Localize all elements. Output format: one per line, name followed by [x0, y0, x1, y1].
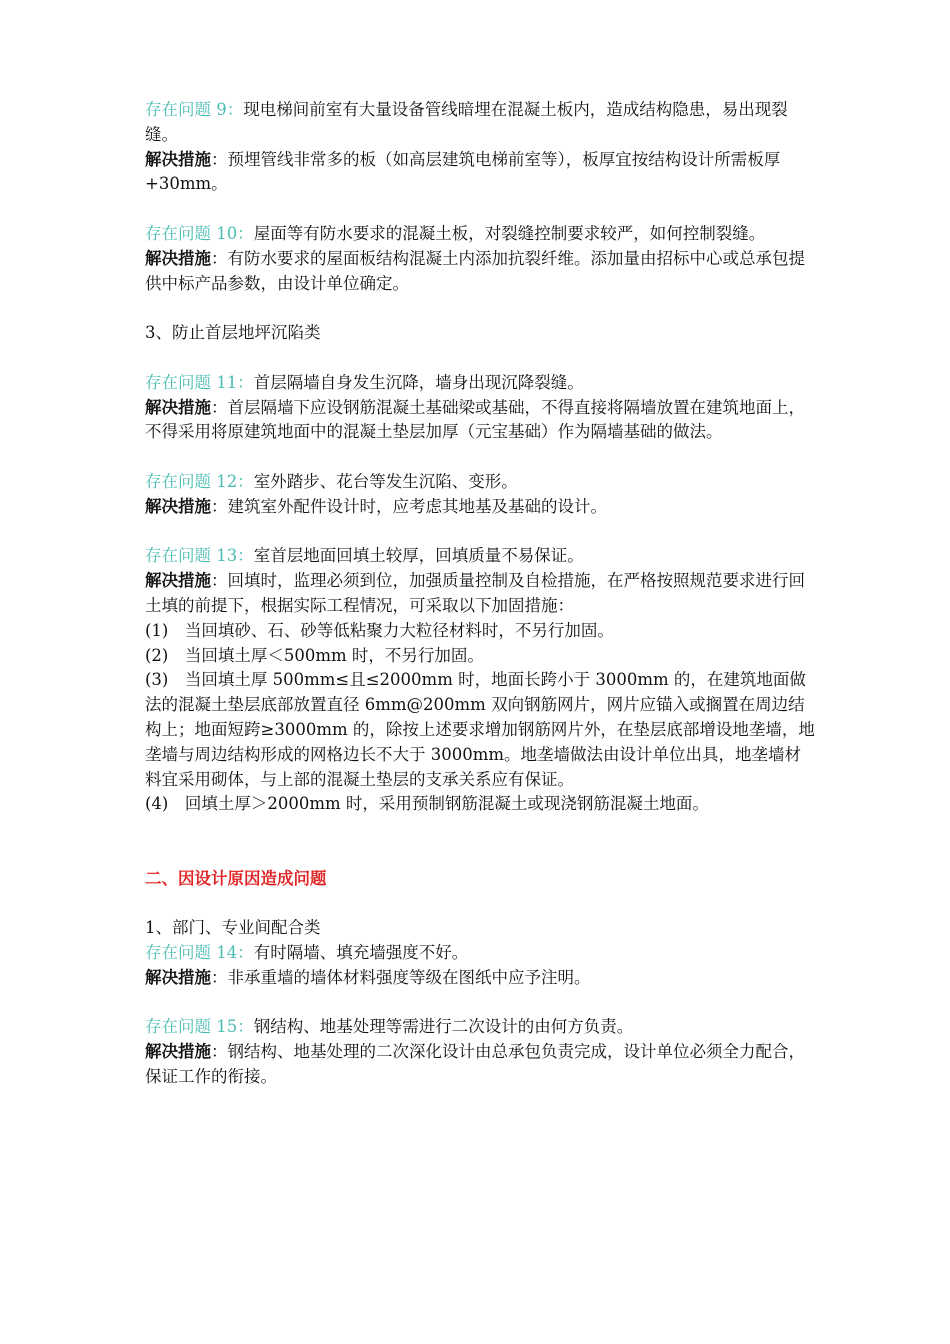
solution-10 [145, 247, 817, 297]
problem-label: 存在问题 14： [145, 943, 254, 963]
problem-label: 存在问题 9： [145, 100, 244, 119]
problem-label: 存在问题 11： [145, 372, 254, 392]
list-item: (1) 当回填砂、石、砂等低粘聚力大粒径材料时，不另行加固。 [145, 620, 614, 640]
problem-text: 室外踏步、花台等发生沉陷、变形。 [253, 471, 518, 491]
solution-text: ：钢结构、地基处理的二次深化设计由总承包负责完成，设计单位必须全力配合，保证工作的衔接。 [145, 1042, 805, 1087]
solution-label: 解决措施 [145, 496, 211, 516]
problem-11 [145, 371, 817, 396]
solution-label: 解决措施 [145, 397, 211, 417]
solution-text: ：有防水要求的屋面板结构混凝土内添加抗裂纤维。添加量由招标中心或总承包提供中标产品参数，由设计单位确定。 [145, 248, 805, 293]
problem-10 [145, 222, 817, 247]
problem-15 [145, 1015, 817, 1040]
problem-label: 存在问题 12： [145, 471, 254, 491]
list-item: (2) 当回填土厚＜500mm 时，不另行加固。 [145, 645, 484, 665]
chapter-heading: 二、因设计原因造成问题 [145, 868, 327, 888]
list-item: (4) 回填土厚＞2000mm 时，采用预制钢筋混凝土或现浇钢筋混凝土地面。 [145, 794, 709, 814]
problem-12 [145, 470, 817, 495]
section-heading-3: 3、防止首层地坪沉陷类 [145, 323, 321, 343]
problem-label: 存在问题 13： [145, 546, 254, 566]
solution-14 [145, 966, 817, 991]
solution-11 [145, 396, 817, 446]
list-item: (3) 当回填土厚 500mm≤且≤2000mm 时，地面长跨小于 3000mm 的，在建筑地面做法的混凝土垫层底部放置直径 6mm@200mm 双向钢筋网片，网片应锚入或搁置在周边结构上；地面短跨≥3000mm 的，除按上述要求增加钢筋网片外，在垫层底部增设地垄墙，地垄墙与周边结构形成的网格边长不大于 3000mm。地垄墙做法由设计单位出具，地垄墙材料宜采用砌体，与上部的混凝土垫层的支承关系应有保证。 [145, 670, 815, 789]
solution-text: ：非承重墙的墙体材料强度等级在图纸中应予注明。 [211, 967, 591, 987]
solution-label: 解决措施 [145, 1042, 211, 1062]
problem-13 [145, 544, 817, 569]
solution-label: 解决措施 [145, 571, 211, 591]
solution-label: 解决措施 [145, 967, 211, 987]
problem-label: 存在问题 15： [145, 1017, 254, 1037]
problem-text: 屋面等有防水要求的混凝土板，对裂缝控制要求较严，如何控制裂缝。 [253, 223, 766, 243]
problem-text: 有时隔墙、填充墙强度不好。 [253, 943, 469, 963]
problem-text: 室首层地面回填土较厚，回填质量不易保证。 [253, 546, 584, 566]
solution-text: ：建筑室外配件设计时，应考虑其地基及基础的设计。 [211, 496, 607, 516]
solution-label: 解决措施 [145, 149, 211, 169]
section-heading-1: 1、部门、专业间配合类 [145, 918, 321, 938]
solution-15 [145, 1040, 817, 1090]
document-page [145, 98, 817, 1090]
problem-14 [145, 941, 817, 966]
problem-text: 现电梯间前室有大量设备管线暗埋在混凝土板内，造成结构隐患，易出现裂缝。 [145, 100, 788, 144]
solution-text: ：回填时，监理必须到位，加强质量控制及自检措施，在严格按照规范要求进行回土填的前提下，根据实际工程情况，可采取以下加固措施： [145, 571, 805, 615]
problem-label: 存在问题 10： [145, 223, 254, 243]
solution-13 [145, 569, 817, 619]
problem-text: 钢结构、地基处理等需进行二次设计的由何方负责。 [253, 1017, 634, 1037]
solution-12 [145, 495, 817, 520]
problem-9 [145, 98, 817, 148]
solution-9 [145, 148, 817, 198]
solution-text: ：预埋管线非常多的板（如高层建筑电梯前室等），板厚宜按结构设计所需板厚+30mm。 [145, 149, 781, 194]
solution-label: 解决措施 [145, 248, 211, 268]
problem-text: 首层隔墙自身发生沉降，墙身出现沉降裂缝。 [253, 372, 584, 392]
solution-text: ：首层隔墙下应设钢筋混凝土基础梁或基础，不得直接将隔墙放置在建筑地面上，不得采用将原建筑地面中的混凝土垫层加厚（元宝基础）作为隔墙基础的做法。 [145, 397, 805, 442]
